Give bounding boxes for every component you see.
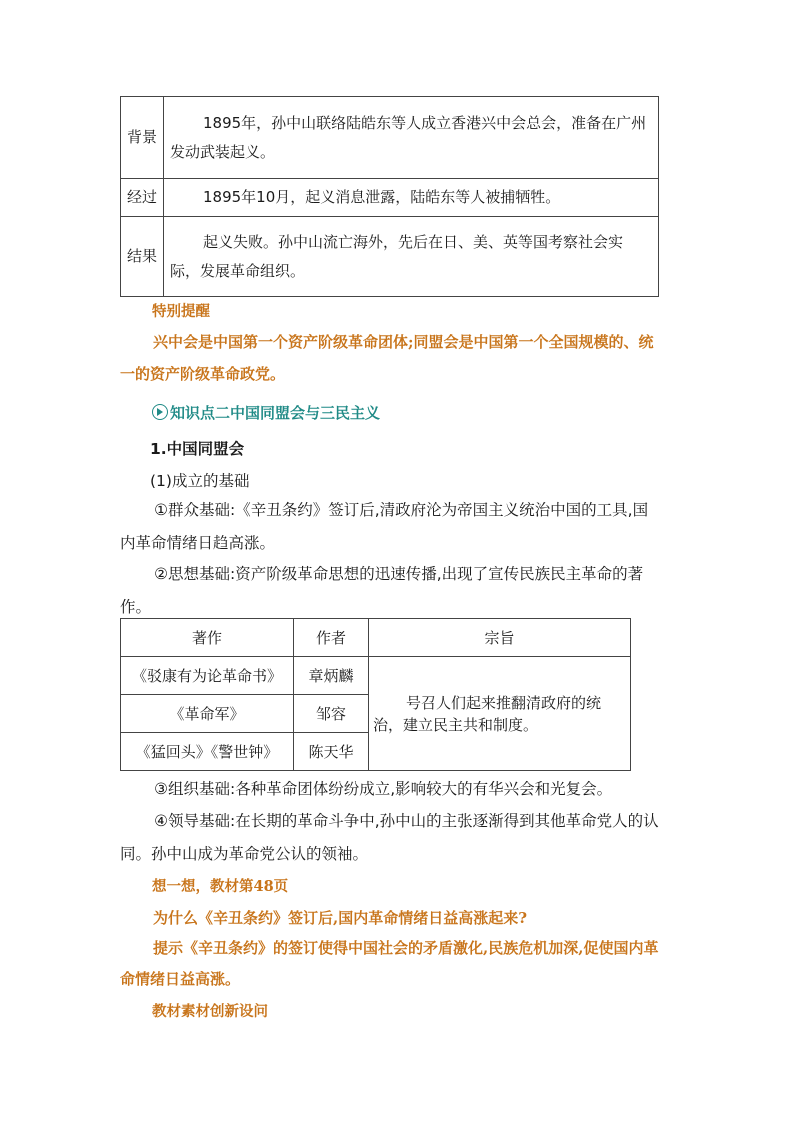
header-author: 作者 (294, 619, 369, 657)
header-work: 著作 (121, 619, 294, 657)
section-heading-text: 知识点二中国同盟会与三民主义 (170, 404, 381, 422)
works-table (120, 618, 631, 771)
row-content-background: 1895年，孙中山联络陆皓东等人成立香港兴中会总会，准备在广州发动武装起义。 (164, 97, 659, 179)
think-answer: 提示《辛丑条约》的签订使得中国社会的矛盾激化,民族危机加深,促使国内革命情绪日益高涨。 (120, 939, 659, 988)
row-label-background: 背景 (121, 97, 164, 179)
play-circle-icon (152, 404, 168, 420)
item-founding-basis: (1)成立的基础 (150, 472, 250, 490)
author-cell: 章炳麟 (294, 657, 369, 695)
work-cell: 《驳康有为论革命书》 (121, 657, 294, 695)
think-title: 想一想，教材第48页 (152, 878, 289, 895)
tip-text: 兴中会是中国第一个资产阶级革命团体;同盟会是中国第一个全国规模的、统一的资产阶级革命政党。 (120, 333, 654, 383)
row-label-result: 结果 (121, 217, 164, 297)
material-heading: 教材素材创新设问 (152, 1003, 268, 1020)
author-cell: 陈天华 (294, 733, 369, 771)
header-aim: 宗旨 (369, 619, 631, 657)
mass-basis: ①群众基础:《辛丑条约》签订后,清政府沦为帝国主义统治中国的工具,国内革命情绪日趋高涨。 (120, 501, 649, 552)
table-row (121, 657, 631, 695)
thought-basis: ②思想基础:资产阶级革命思想的迅速传播,出现了宣传民族民主革命的著作。 (120, 565, 644, 616)
table-row (121, 179, 659, 217)
work-cell: 《猛回头》《警世钟》 (121, 733, 294, 771)
row-content-process: 1895年10月，起义消息泄露，陆皓东等人被捕牺牲。 (164, 179, 659, 217)
table-row (121, 97, 659, 179)
event-table (120, 96, 659, 297)
table-row (121, 217, 659, 297)
leader-basis: ④领导基础:在长期的革命斗争中,孙中山的主张逐渐得到其他革命党人的认同。孙中山成为革命党公认的领袖。 (120, 812, 659, 863)
section-heading (152, 402, 380, 423)
think-question: 为什么《辛丑条约》签订后,国内革命情绪日益高涨起来? (153, 909, 528, 927)
table-header-row (121, 619, 631, 657)
subheading: 1.中国同盟会 (150, 440, 245, 458)
tip-title: 特别提醒 (152, 303, 210, 320)
author-cell: 邹容 (294, 695, 369, 733)
row-label-process: 经过 (121, 179, 164, 217)
work-cell: 《革命军》 (121, 695, 294, 733)
row-content-result: 起义失败。孙中山流亡海外，先后在日、美、英等国考察社会实际，发展革命组织。 (164, 217, 659, 297)
aim-cell: 号召人们起来推翻清政府的统治，建立民主共和制度。 (369, 657, 631, 771)
org-basis: ③组织基础:各种革命团体纷纷成立,影响较大的有华兴会和光复会。 (154, 780, 613, 798)
